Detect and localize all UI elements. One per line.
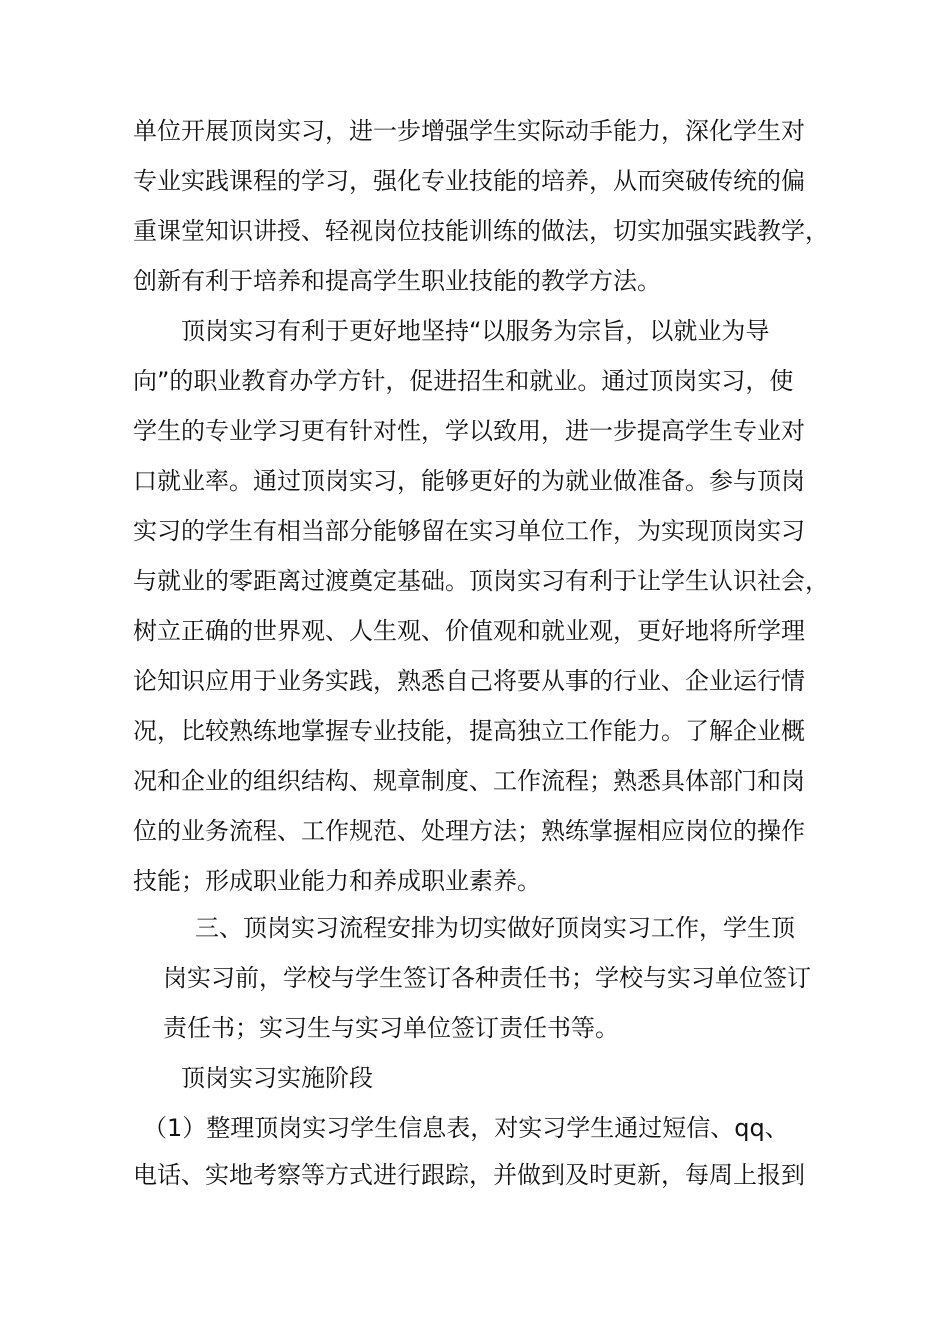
- paragraph-2-line-6: 与就业的零距离过渡奠定基础。顶岗实习有利于让学生认识社会，: [133, 567, 829, 595]
- paragraph-2-line-2: 向”的职业教育办学方针，促进招生和就业。通过顶岗实习，使: [133, 367, 794, 395]
- paragraph-1-line-1: 单位开展顶岗实习，进一步增强学生实际动手能力，深化学生对: [133, 117, 805, 145]
- paragraph-3-line-1: 三、顶岗实习流程安排为切实做好顶岗实习工作，学生顶: [195, 914, 795, 942]
- paragraph-1-line-4: 创新有利于培养和提高学生职业技能的教学方法。: [133, 267, 661, 295]
- paragraph-2-line-9: 况，比较熟练地掌握专业技能，提高独立工作能力。了解企业概: [133, 717, 805, 745]
- paragraph-2-line-11: 位的业务流程、工作规范、处理方法；熟练掌握相应岗位的操作: [133, 817, 805, 845]
- paragraph-2-line-10: 况和企业的组织结构、规章制度、工作流程；熟悉具体部门和岗: [133, 767, 805, 795]
- paragraph-5-line-1: （1）整理顶岗实习学生信息表，对实习学生通过短信、qq、: [143, 1114, 789, 1142]
- section-heading: 顶岗实习实施阶段: [181, 1064, 373, 1092]
- paragraph-2-line-3: 学生的专业学习更有针对性，学以致用，进一步提高学生专业对: [133, 417, 805, 445]
- paragraph-1-line-2: 专业实践课程的学习，强化专业技能的培养，从而突破传统的偏: [133, 167, 805, 195]
- paragraph-2-line-5: 实习的学生有相当部分能够留在实习单位工作，为实现顶岗实习: [133, 517, 805, 545]
- paragraph-2-line-4: 口就业率。通过顶岗实习，能够更好的为就业做准备。参与顶岗: [133, 467, 805, 495]
- paragraph-2-line-12: 技能；形成职业能力和养成职业素养。: [133, 867, 541, 895]
- paragraph-2-line-7: 树立正确的世界观、人生观、价值观和就业观，更好地将所学理: [133, 617, 805, 645]
- paragraph-2-line-8: 论知识应用于业务实践，熟悉自己将要从事的行业、企业运行情: [133, 667, 805, 695]
- paragraph-3-line-3: 责任书；实习生与实习单位签订责任书等。: [163, 1014, 619, 1042]
- paragraph-2-line-1: 顶岗实习有利于更好地坚持“以服务为宗旨，以就业为导: [181, 317, 770, 345]
- paragraph-3-line-2: 岗实习前，学校与学生签订各种责任书；学校与实习单位签订: [163, 964, 811, 992]
- paragraph-5-line-2: 电话、实地考察等方式进行跟踪，并做到及时更新，每周上报到: [133, 1161, 805, 1189]
- paragraph-1-line-3: 重课堂知识讲授、轻视岗位技能训练的做法，切实加强实践教学，: [133, 217, 829, 245]
